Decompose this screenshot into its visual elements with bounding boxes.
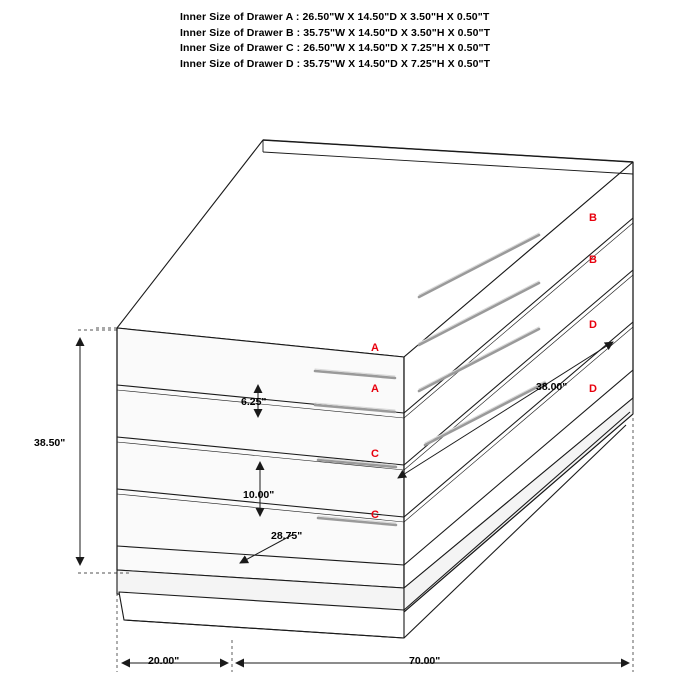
dimension-drawer-a-height: 6.25"	[241, 396, 267, 408]
drawer-label-c-third: C	[371, 448, 379, 460]
dimension-drawer-span: 28.75"	[271, 530, 303, 542]
drawer-label-a-top: A	[371, 342, 379, 354]
drawer-label-b-top: B	[589, 212, 597, 224]
drawer-label-a-second: A	[371, 383, 379, 395]
dimension-height-overall: 38.50"	[34, 437, 66, 449]
spec-line-drawer-c: Inner Size of Drawer C : 26.50"W X 14.50"D X 7.25"H X 0.50"T	[180, 42, 491, 54]
drawer-label-d-third: D	[589, 319, 597, 331]
spec-line-drawer-d: Inner Size of Drawer D : 35.75"W X 14.50"D X 7.25"H X 0.50"T	[180, 57, 491, 70]
spec-line-drawer-a: Inner Size of Drawer A : 26.50"W X 14.50"D X 3.50"H X 0.50"T	[180, 11, 490, 23]
spec-line-drawer-b: Inner Size of Drawer B : 35.75"W X 14.50"D X 3.50"H X 0.50"T	[180, 26, 491, 39]
dimension-drawer-c-height: 10.00"	[243, 489, 275, 501]
drawer-label-c-fourth: C	[371, 509, 379, 521]
drawer-label-b-second: B	[589, 254, 597, 266]
dimension-depth-overall: 20.00"	[148, 655, 180, 667]
drawer-label-d-fourth: D	[589, 383, 597, 395]
dimension-width-overall: 70.00"	[409, 655, 441, 667]
dimension-front-width: 38.00"	[536, 381, 568, 393]
